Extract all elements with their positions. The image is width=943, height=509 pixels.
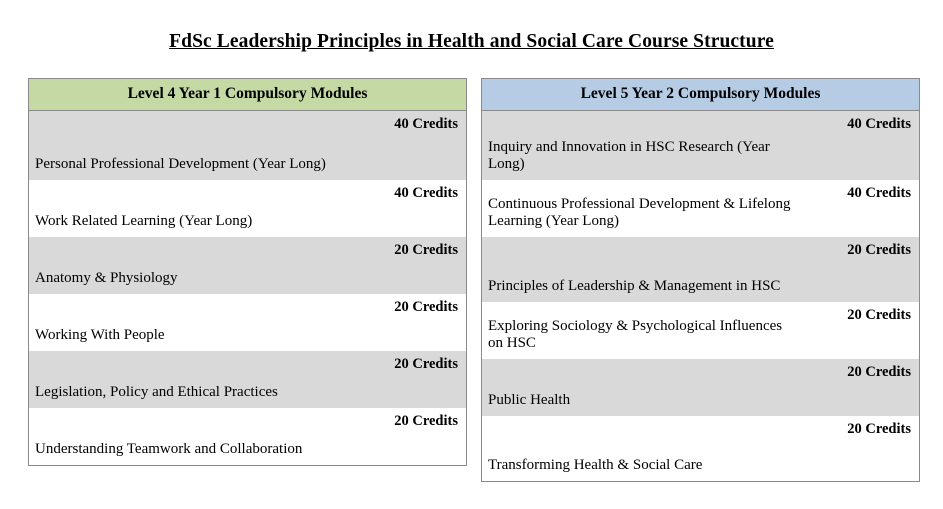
table-row	[482, 237, 920, 302]
module-credits: 20 Credits	[803, 416, 920, 482]
level-4-column	[28, 78, 467, 482]
module-name: Public Health	[482, 359, 804, 416]
module-credits: 40 Credits	[803, 180, 920, 237]
table-row	[482, 416, 920, 482]
table-row	[482, 302, 920, 359]
column-header-row	[482, 79, 920, 111]
level-5-column	[481, 78, 920, 482]
level-5-module-list	[481, 111, 920, 482]
table-row	[29, 351, 467, 408]
table-row	[29, 408, 467, 466]
module-name: Inquiry and Innovation in HSC Research (Year Long)	[482, 111, 804, 180]
module-credits: 20 Credits	[350, 237, 467, 294]
table-row	[29, 237, 467, 294]
module-name: Principles of Leadership & Management in HSC	[482, 237, 804, 302]
module-name: Understanding Teamwork and Collaboration	[29, 408, 351, 466]
module-credits: 20 Credits	[803, 359, 920, 416]
module-credits: 40 Credits	[350, 180, 467, 237]
column-header-label: Level 4 Year 1 Compulsory Modules	[29, 79, 467, 111]
table-row	[482, 111, 920, 180]
module-credits: 40 Credits	[803, 111, 920, 180]
module-name: Continuous Professional Development & Lifelong Learning (Year Long)	[482, 180, 804, 237]
level-5-header-table	[481, 78, 920, 111]
table-row	[29, 111, 467, 180]
module-credits: 20 Credits	[350, 408, 467, 466]
module-name: Working With People	[29, 294, 351, 351]
course-structure-tables	[28, 78, 915, 482]
module-credits: 40 Credits	[350, 111, 467, 180]
table-row	[482, 359, 920, 416]
table-row	[29, 180, 467, 237]
module-name: Personal Professional Development (Year Long)	[29, 111, 351, 180]
module-name: Transforming Health & Social Care	[482, 416, 804, 482]
table-row	[29, 294, 467, 351]
page-title: FdSc Leadership Principles in Health and Social Care Course Structure	[169, 31, 774, 52]
column-header-label: Level 5 Year 2 Compulsory Modules	[482, 79, 920, 111]
module-credits: 20 Credits	[350, 294, 467, 351]
level-4-module-list	[28, 111, 467, 466]
document-page	[0, 31, 943, 509]
level-4-header-table	[28, 78, 467, 111]
table-row	[482, 180, 920, 237]
column-header-row	[29, 79, 467, 111]
module-name: Anatomy & Physiology	[29, 237, 351, 294]
module-name: Legislation, Policy and Ethical Practices	[29, 351, 351, 408]
module-credits: 20 Credits	[350, 351, 467, 408]
module-name: Exploring Sociology & Psychological Influences on HSC	[482, 302, 804, 359]
module-name: Work Related Learning (Year Long)	[29, 180, 351, 237]
module-credits: 20 Credits	[803, 302, 920, 359]
module-credits: 20 Credits	[803, 237, 920, 302]
